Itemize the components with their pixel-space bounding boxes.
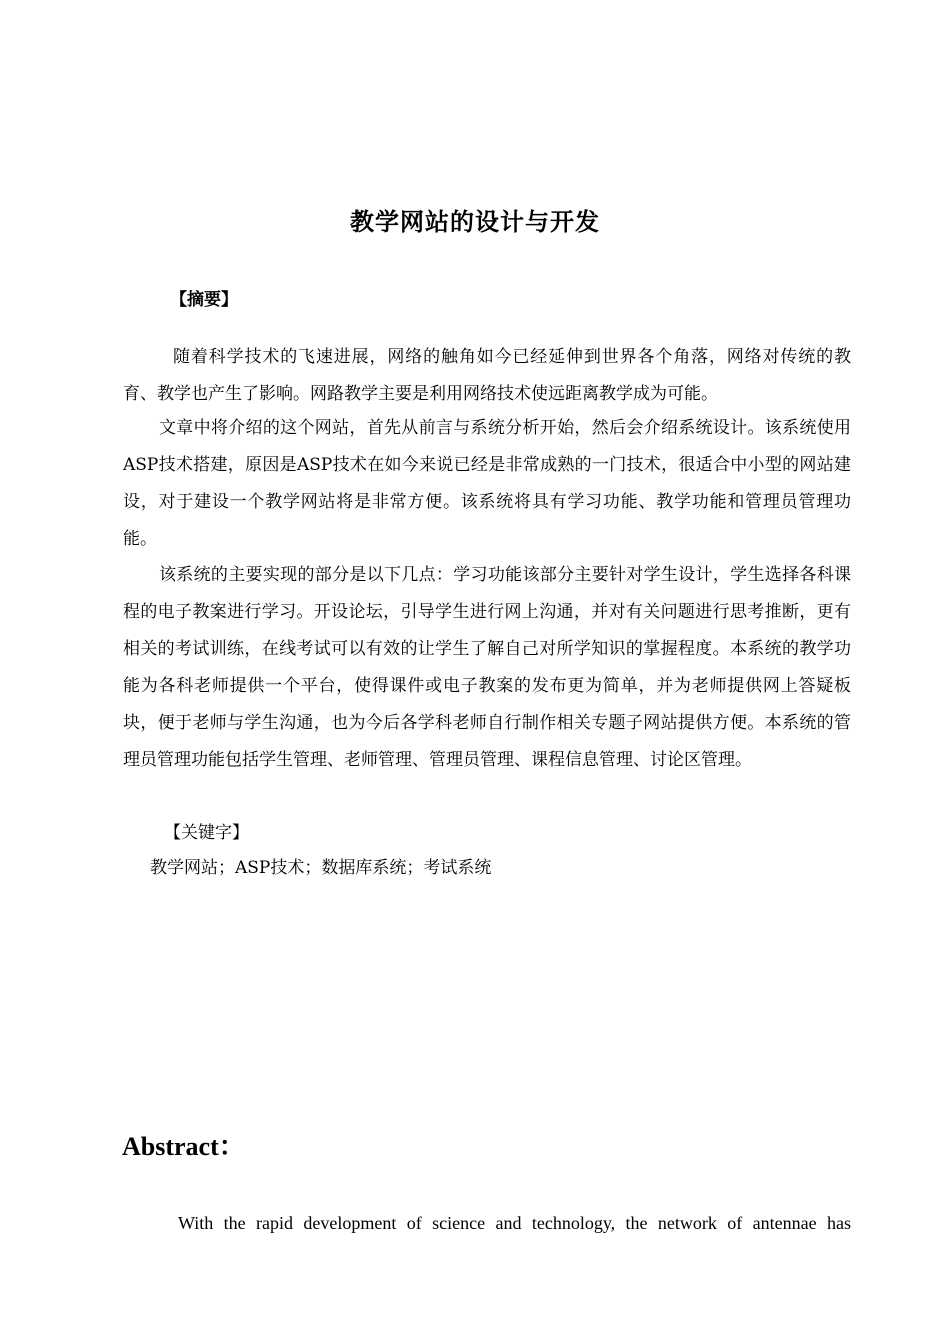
keywords-heading: 【关键字】 — [164, 823, 249, 843]
keywords-text: 教学网站；ASP技术；数据库系统；考试系统 — [150, 858, 492, 878]
english-abstract-first-line: With the rapid development of science and technology, the network of antennae has — [178, 1213, 851, 1233]
abstract-paragraph-3: 该系统的主要实现的部分是以下几点：学习功能该部分主要针对学生设计，学生选择各科课程的电子教案进行学习。开设论坛，引导学生进行网上沟通，并对有关问题进行思考推断，更有相关的考试训练，在线考试可以有效的让学生了解自己对所学知识的掌握程度。本系统的教学功能为各科老师提供一个平台，使得课件或电子教案的发布更为简单，并为老师提供网上答疑板块，便于老师与学生沟通，也为今后各学科老师自行制作相关专题子网站提供方便。本系统的管理员管理功能包括学生管理、老师管理、管理员管理、课程信息管理、讨论区管理。 — [123, 565, 851, 770]
abstract-paragraph-2: 文章中将介绍的这个网站，首先从前言与系统分析开始，然后会介绍系统设计。该系统使用ASP技术搭建，原因是ASP技术在如今来说已经是非常成熟的一门技术，很适合中小型的网站建设，对于建设一个教学网站将是非常方便。该系统将具有学习功能、教学功能和管理员管理功能。 — [123, 418, 851, 549]
abstract-paragraph-1: 随着科学技术的飞速进展，网络的触角如今已经延伸到世界各个角落，网络对传统的教育、教学也产生了影响。网路教学主要是利用网络技术使远距离教学成为可能。 — [123, 347, 851, 404]
document-title: 教学网站的设计与开发 — [350, 207, 600, 236]
english-abstract-heading: Abstract： — [122, 1132, 245, 1161]
abstract-heading: 【摘要】 — [170, 290, 238, 310]
